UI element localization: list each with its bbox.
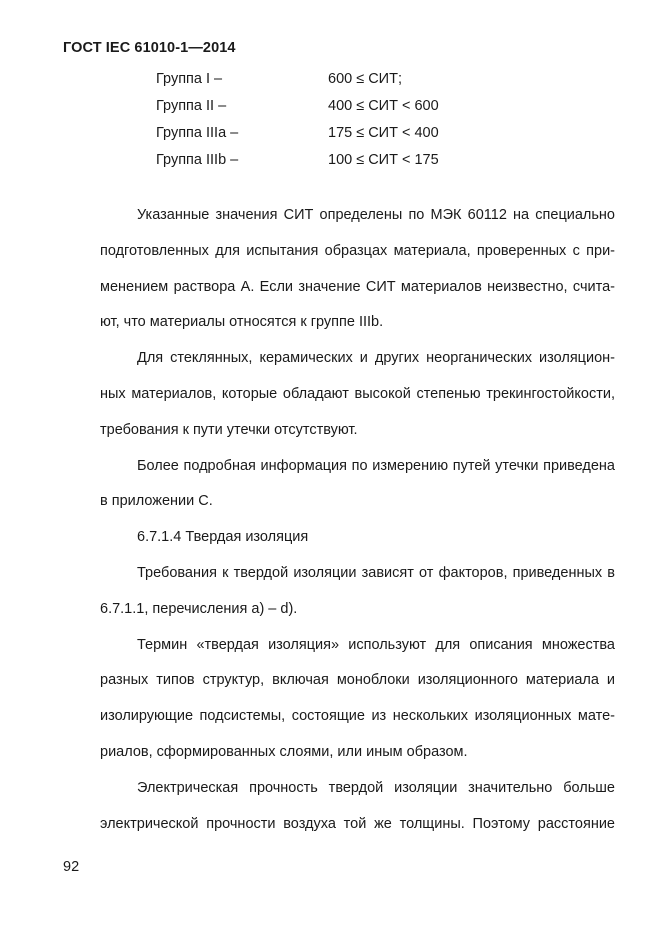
material-group-row [156,151,476,178]
text-line: риалов, сформированных слоями, или иным образом. [100,743,468,760]
text-line: требования к пути утечки отсутствуют. [100,421,358,438]
text-line: 6.7.1.4 Твердая изоляция [137,529,309,546]
text-line: Более подробная информация по измерению путей утечки приведена [137,457,615,474]
material-group-list [156,70,476,178]
paragraph-inorganic-materials [63,341,615,448]
text-line: Электрическая прочность твердой изоляции значительно больше [137,779,615,796]
text-line: подготовленных для испытания образцах материала, проверенных с при- [100,242,615,259]
document-header: ГОСТ IEC 61010-1—2014 [63,40,236,56]
material-group-row [156,124,476,151]
paragraph-annex-reference [63,449,615,521]
document-body [63,198,615,842]
text-line: Указанные значения СИТ определены по МЭК 60112 на специально [137,207,615,223]
material-group-row [156,70,476,97]
material-group-name: Группа IIIb – [156,152,239,168]
paragraph-solid-insulation-requirements [63,556,615,628]
text-line: в приложении С. [100,493,213,510]
text-line: изолирующие подсистемы, состоящие из нескольких изоляционных мате- [100,708,615,725]
material-group-row [156,97,476,124]
material-group-cti-range: 100 ≤ СИТ < 175 [328,152,439,168]
text-line: ют, что материалы относятся к группе IIIb. [100,314,384,331]
material-group-cti-range: 175 ≤ СИТ < 400 [328,125,439,141]
material-group-name: Группа I – [156,71,223,87]
text-line: Термин «твердая изоляция» используют для описания множества [137,636,615,653]
material-group-cti-range: 600 ≤ СИТ; [328,71,402,87]
paragraph-cti-determination [63,198,615,341]
text-line: менением раствора А. Если значение СИТ материалов неизвестно, счита- [100,278,615,295]
text-line: разных типов структур, включая моноблоки изоляционного материала и [100,672,615,689]
material-group-cti-range: 400 ≤ СИТ < 600 [328,98,439,114]
page-number: 92 [63,859,80,875]
text-line: Для стеклянных, керамических и других неорганических изоляцион- [137,350,615,367]
material-group-name: Группа IIIa – [156,125,239,141]
text-line: ных материалов, которые обладают высокой степенью трекингостойкости, [100,385,615,402]
paragraph-dielectric-strength [63,771,615,843]
text-line: 6.7.1.1, перечисления a) – d). [100,600,298,617]
material-group-name: Группа II – [156,98,227,114]
paragraph-solid-insulation-definition [63,628,615,771]
section-heading-solid-insulation [63,520,615,556]
text-line: электрической прочности воздуха той же толщины. Поэтому расстояние [100,815,615,832]
text-line: Требования к твердой изоляции зависят от факторов, приведенных в [137,564,615,581]
